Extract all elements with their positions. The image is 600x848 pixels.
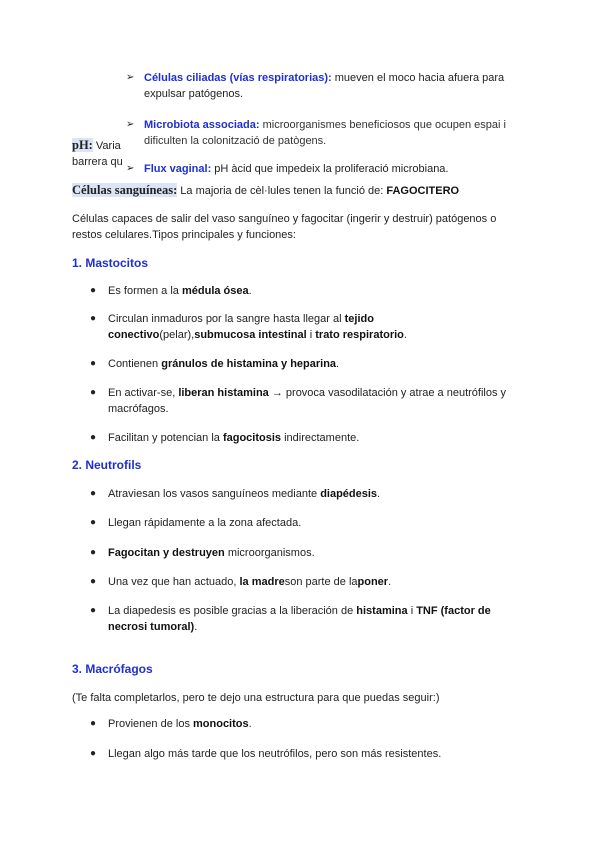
list-item: [90, 545, 512, 561]
list-item: [90, 746, 512, 762]
list-item: [90, 574, 512, 590]
list-item: [90, 430, 512, 446]
text: .: [403, 329, 407, 341]
text: .: [194, 621, 198, 633]
item-text: mueven el moco hacia afuera para expulsar patógenos.: [144, 72, 505, 100]
arrow-bullet-icon: ➢: [126, 119, 135, 130]
text: Una vez que han actuado,: [108, 576, 240, 588]
text: Facilitan y potencian la: [108, 432, 223, 444]
text: i: [407, 605, 417, 617]
arrow-bullet-icon: ➢: [126, 163, 135, 174]
bold-text: gránulos de histamina y heparina: [161, 358, 337, 370]
item-label: Microbiota associada:: [144, 119, 260, 131]
text: .: [248, 718, 252, 730]
bullet-dot-icon: ●: [90, 547, 97, 558]
text: indirectamente.: [281, 432, 360, 444]
bold-text: submucosa intestinal: [194, 329, 307, 341]
section-note: (Te falta completarlos, pero te dejo una estructura para que puedas seguir:): [72, 692, 440, 704]
text: Llegan rápidamente a la zona afectada.: [108, 517, 302, 529]
list-item-celulas-ciliadas: [126, 70, 514, 102]
celulas-text: La majoria de cèl·lules tenen la funció de:: [177, 185, 387, 197]
bold-text: poner: [357, 576, 389, 588]
bullet-dot-icon: ●: [90, 432, 97, 443]
list-item: [90, 385, 512, 417]
item-label: Células ciliadas (vías respiratorias):: [144, 72, 332, 84]
list-item: [90, 283, 512, 299]
text: Llegan algo más tarde que los neutrófilos, pero son más resistentes.: [108, 748, 442, 760]
bullet-dot-icon: ●: [90, 285, 97, 296]
item-text: pH àcid que impedeix la proliferació microbiana.: [211, 163, 449, 175]
text: La diapedesis es posible gracias a la liberación de: [108, 605, 357, 617]
bullet-dot-icon: ●: [90, 605, 97, 616]
list-item: [90, 716, 512, 732]
arrow-bullet-icon: ➢: [126, 72, 135, 83]
bullet-dot-icon: ●: [90, 748, 97, 759]
list-item-microbiota: [126, 117, 514, 149]
section-title-mastocitos: 1. Mastocitos: [72, 256, 149, 270]
list-item: [90, 311, 512, 343]
bullet-dot-icon: ●: [90, 576, 97, 587]
list-item: [90, 356, 512, 372]
list-item: [90, 486, 512, 502]
bullet-dot-icon: ●: [90, 517, 97, 528]
ph-line: [72, 137, 123, 170]
list-item-flux-vaginal: [126, 161, 514, 177]
celulas-bold: FAGOCITERO: [386, 185, 460, 197]
bold-text: histamina: [356, 605, 408, 617]
item-label: Flux vaginal:: [144, 163, 212, 175]
celulas-sanguineas-line: [72, 182, 512, 199]
ph-text: Varia: [92, 140, 121, 152]
bullet-dot-icon: ●: [90, 488, 97, 499]
bold-text: la madre: [239, 576, 285, 588]
text: .: [388, 576, 392, 588]
text: Circulan inmaduros por la sangre hasta llegar al: [108, 313, 345, 325]
bold-text: liberan histamina: [178, 387, 269, 399]
text: (pelar),: [159, 329, 195, 341]
text: Contienen: [108, 358, 162, 370]
text: → provoca vasodilatación y atrae a neutrófilos y macrófagos.: [108, 387, 507, 415]
bullet-dot-icon: ●: [90, 358, 97, 369]
list-item: [90, 515, 512, 531]
bold-text: Fagocitan y destruyen: [108, 547, 225, 559]
item-text: microorganismes beneficiosos que ocupen espai i dificulten la colonització de patògens.: [144, 119, 506, 147]
bold-text: tejido conectivo: [108, 313, 374, 341]
intro-paragraph: Células capaces de salir del vaso sanguíneo y fagocitar (ingerir y destruir) patógenos o restos celulares.Tipos principales y funciones:: [72, 213, 497, 241]
text: i: [306, 329, 316, 341]
bold-text: diapédesis: [320, 488, 378, 500]
bullet-dot-icon: ●: [90, 387, 97, 398]
text: Atraviesan los vasos sanguíneos mediante: [108, 488, 321, 500]
text: En activar-se,: [108, 387, 179, 399]
bold-text: trato respiratorio: [315, 329, 404, 341]
text: son parte de la: [284, 576, 358, 588]
bullet-dot-icon: ●: [90, 718, 97, 729]
section-title-neutrofils: 2. Neutrofils: [72, 458, 142, 472]
text: Provienen de los: [108, 718, 193, 730]
text: .: [377, 488, 381, 500]
text: Es formen a la: [108, 285, 182, 297]
celulas-label: Células sanguíneas:: [72, 183, 178, 197]
bold-text: TNF (factor de necrosi tumoral): [108, 605, 491, 633]
ph-label: pH:: [72, 138, 93, 152]
bold-text: monocitos: [193, 718, 249, 730]
list-item: [90, 603, 512, 635]
ph-text-2: barrera qu: [72, 156, 123, 168]
text: microorganismos.: [224, 547, 315, 559]
section-title-macrofagos: 3. Macrófagos: [72, 662, 153, 676]
text: .: [336, 358, 340, 370]
bullet-dot-icon: ●: [90, 313, 97, 324]
text: .: [248, 285, 252, 297]
bold-text: fagocitosis: [222, 432, 282, 444]
bold-text: médula ósea: [181, 285, 249, 297]
